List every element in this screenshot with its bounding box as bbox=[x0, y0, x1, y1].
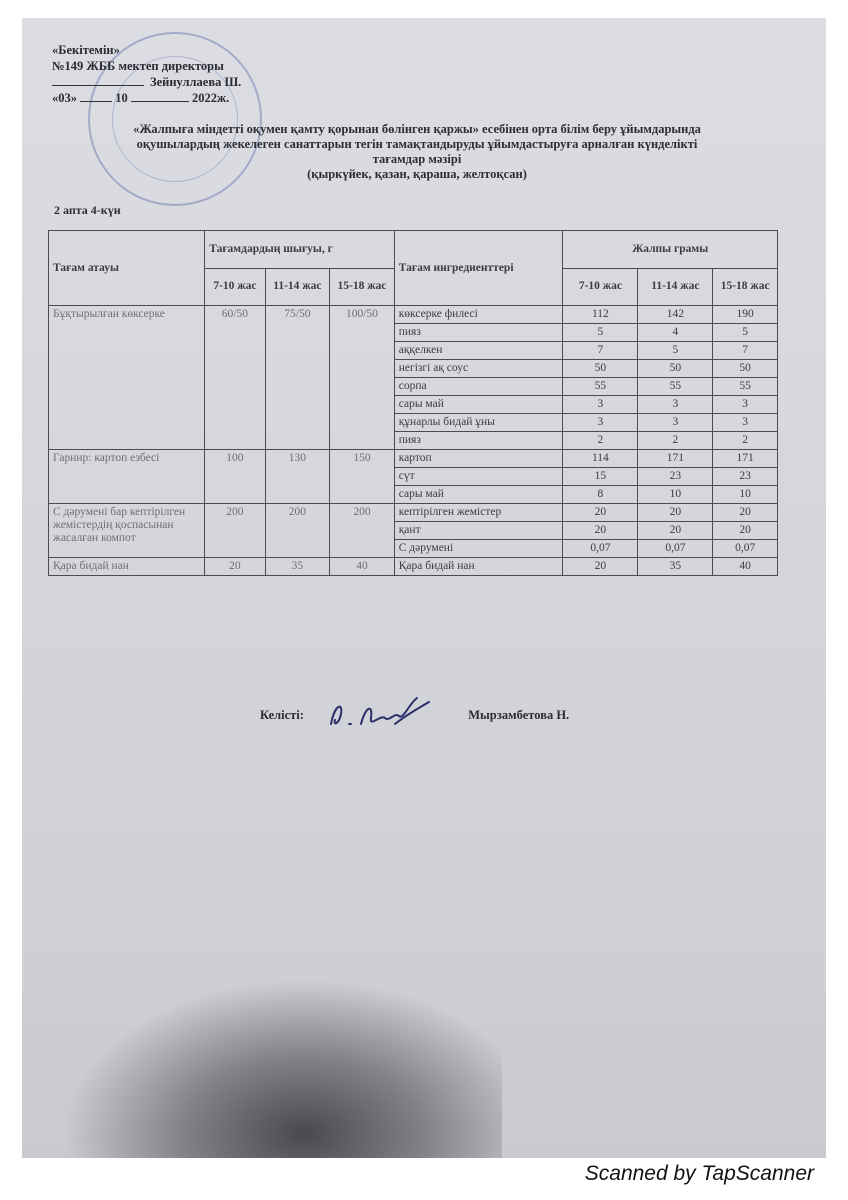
ingredient-gram-cell: 20 bbox=[638, 522, 713, 540]
dish-output-cell: 130 bbox=[265, 450, 330, 504]
table-row bbox=[49, 306, 778, 324]
scanned-page bbox=[22, 18, 826, 1158]
ingredient-gram-cell: 55 bbox=[713, 378, 778, 396]
dish-output-cell: 100/50 bbox=[330, 306, 395, 450]
ingredient-gram-cell: 15 bbox=[563, 468, 638, 486]
approval-date-year: 2022ж. bbox=[192, 91, 230, 105]
ingredient-gram-cell: 10 bbox=[713, 486, 778, 504]
ingredient-name-cell: құнарлы бидай ұны bbox=[394, 414, 563, 432]
header-dish-name: Тағам атауы bbox=[49, 231, 205, 306]
ingredient-gram-cell: 20 bbox=[713, 522, 778, 540]
header-out-age-3: 15-18 жас bbox=[330, 268, 395, 306]
ingredient-gram-cell: 0,07 bbox=[563, 540, 638, 558]
ingredient-gram-cell: 55 bbox=[638, 378, 713, 396]
ingredient-gram-cell: 35 bbox=[638, 558, 713, 576]
ingredient-gram-cell: 2 bbox=[638, 432, 713, 450]
date-blank-1 bbox=[80, 101, 112, 102]
document-title bbox=[52, 122, 782, 182]
title-line-1: «Жалпыға міндетті оқумен қамту қорынан бөлінген қаржы» есебінен орта білім беру ұйымдарында bbox=[133, 122, 701, 136]
ingredient-gram-cell: 3 bbox=[638, 396, 713, 414]
ingredient-gram-cell: 50 bbox=[638, 360, 713, 378]
approval-date bbox=[52, 90, 372, 106]
ingredient-gram-cell: 2 bbox=[713, 432, 778, 450]
ingredient-gram-cell: 8 bbox=[563, 486, 638, 504]
week-day-label: 2 апта 4-күн bbox=[54, 203, 121, 217]
approval-block bbox=[52, 42, 372, 106]
approval-footer bbox=[260, 694, 569, 738]
ingredient-gram-cell: 3 bbox=[638, 414, 713, 432]
ingredient-gram-cell: 112 bbox=[563, 306, 638, 324]
dish-output-cell: 20 bbox=[205, 558, 265, 576]
ingredient-name-cell: көксерке филесі bbox=[394, 306, 563, 324]
ingredient-gram-cell: 23 bbox=[638, 468, 713, 486]
dish-output-cell: 150 bbox=[330, 450, 395, 504]
ingredient-gram-cell: 7 bbox=[563, 342, 638, 360]
approval-date-day: «03» bbox=[52, 91, 77, 105]
header-ingredients: Тағам ингредиенттері bbox=[394, 231, 563, 306]
ingredient-gram-cell: 20 bbox=[563, 522, 638, 540]
ingredient-name-cell: негізгі ақ соус bbox=[394, 360, 563, 378]
approval-signature-line bbox=[52, 74, 372, 90]
title-line-3: тағамдар мәзірі bbox=[372, 152, 462, 166]
ingredient-name-cell: аққелкен bbox=[394, 342, 563, 360]
header-out-age-2: 11-14 жас bbox=[265, 268, 330, 306]
ingredient-name-cell: кептірілген жемістер bbox=[394, 504, 563, 522]
ingredient-gram-cell: 171 bbox=[713, 450, 778, 468]
dish-name-cell: С дәрумені бар кептірілген жемістердің қоспасынан жасалған компот bbox=[49, 504, 205, 558]
dish-output-cell: 200 bbox=[265, 504, 330, 558]
dish-output-cell: 40 bbox=[330, 558, 395, 576]
ingredient-gram-cell: 5 bbox=[638, 342, 713, 360]
dish-output-cell: 200 bbox=[330, 504, 395, 558]
table-row bbox=[49, 450, 778, 468]
approval-heading: «Бекітемін» bbox=[52, 43, 120, 57]
ingredient-name-cell: С дәрумені bbox=[394, 540, 563, 558]
agreed-label: Келісті: bbox=[260, 707, 304, 722]
ingredient-gram-cell: 3 bbox=[713, 414, 778, 432]
ingredient-gram-cell: 3 bbox=[713, 396, 778, 414]
header-out-age-1: 7-10 жас bbox=[205, 268, 265, 306]
ingredient-gram-cell: 3 bbox=[563, 396, 638, 414]
ingredient-gram-cell: 55 bbox=[563, 378, 638, 396]
agreed-name: Мырзамбетова Н. bbox=[468, 707, 570, 722]
ingredient-gram-cell: 20 bbox=[713, 504, 778, 522]
ingredient-gram-cell: 3 bbox=[563, 414, 638, 432]
menu-table bbox=[48, 230, 778, 576]
ingredient-gram-cell: 10 bbox=[638, 486, 713, 504]
ingredient-name-cell: пияз bbox=[394, 432, 563, 450]
dish-output-cell: 100 bbox=[205, 450, 265, 504]
ingredient-name-cell: сорпа bbox=[394, 378, 563, 396]
ingredient-gram-cell: 20 bbox=[563, 504, 638, 522]
dish-output-cell: 60/50 bbox=[205, 306, 265, 450]
scanner-watermark: Scanned by TapScanner bbox=[584, 1162, 814, 1185]
header-gross-age-2: 11-14 жас bbox=[638, 268, 713, 306]
header-gross: Жалпы грамы bbox=[563, 231, 778, 269]
ingredient-gram-cell: 0,07 bbox=[713, 540, 778, 558]
header-gross-age-3: 15-18 жас bbox=[713, 268, 778, 306]
ingredient-gram-cell: 40 bbox=[713, 558, 778, 576]
ingredient-gram-cell: 114 bbox=[563, 450, 638, 468]
table-header-row bbox=[49, 231, 778, 269]
menu-table-body bbox=[49, 306, 778, 576]
dish-output-cell: 35 bbox=[265, 558, 330, 576]
ingredient-gram-cell: 5 bbox=[563, 324, 638, 342]
ingredient-gram-cell: 4 bbox=[638, 324, 713, 342]
ingredient-gram-cell: 50 bbox=[713, 360, 778, 378]
ingredient-name-cell: Қара бидай нан bbox=[394, 558, 563, 576]
table-row bbox=[49, 558, 778, 576]
ingredient-name-cell: сүт bbox=[394, 468, 563, 486]
director-name: Зейнуллаева Ш. bbox=[150, 75, 242, 89]
ingredient-name-cell: қант bbox=[394, 522, 563, 540]
ingredient-gram-cell: 142 bbox=[638, 306, 713, 324]
header-gross-age-1: 7-10 жас bbox=[563, 268, 638, 306]
ingredient-gram-cell: 171 bbox=[638, 450, 713, 468]
ingredient-name-cell: картоп bbox=[394, 450, 563, 468]
dish-name-cell: Қара бидай нан bbox=[49, 558, 205, 576]
ingredient-gram-cell: 23 bbox=[713, 468, 778, 486]
approval-position: №149 ЖББ мектеп директоры bbox=[52, 59, 224, 73]
ingredient-gram-cell: 5 bbox=[713, 324, 778, 342]
dish-name-cell: Гарнир: картоп езбесі bbox=[49, 450, 205, 504]
dish-name-cell: Бұқтырылған көксерке bbox=[49, 306, 205, 450]
handwritten-signature bbox=[325, 694, 435, 738]
ingredient-gram-cell: 20 bbox=[563, 558, 638, 576]
signature-blank bbox=[52, 85, 144, 86]
ingredient-name-cell: сары май bbox=[394, 486, 563, 504]
ingredient-gram-cell: 7 bbox=[713, 342, 778, 360]
photo-shadow bbox=[62, 978, 502, 1158]
ingredient-gram-cell: 50 bbox=[563, 360, 638, 378]
table-row bbox=[49, 504, 778, 522]
ingredient-name-cell: сары май bbox=[394, 396, 563, 414]
title-line-4: (қыркүйек, қазан, қараша, желтоқсан) bbox=[307, 167, 527, 181]
ingredient-gram-cell: 0,07 bbox=[638, 540, 713, 558]
dish-output-cell: 200 bbox=[205, 504, 265, 558]
approval-date-month: 10 bbox=[115, 91, 128, 105]
ingredient-name-cell: пияз bbox=[394, 324, 563, 342]
ingredient-gram-cell: 190 bbox=[713, 306, 778, 324]
header-output: Тағамдардың шығуы, г bbox=[205, 231, 395, 269]
dish-output-cell: 75/50 bbox=[265, 306, 330, 450]
title-line-2: оқушылардың жекелеген санаттарын тегін тамақтандыруды ұйымдастыруға арналған күнделікті bbox=[136, 137, 698, 151]
ingredient-gram-cell: 20 bbox=[638, 504, 713, 522]
ingredient-gram-cell: 2 bbox=[563, 432, 638, 450]
date-blank-2 bbox=[131, 101, 189, 102]
